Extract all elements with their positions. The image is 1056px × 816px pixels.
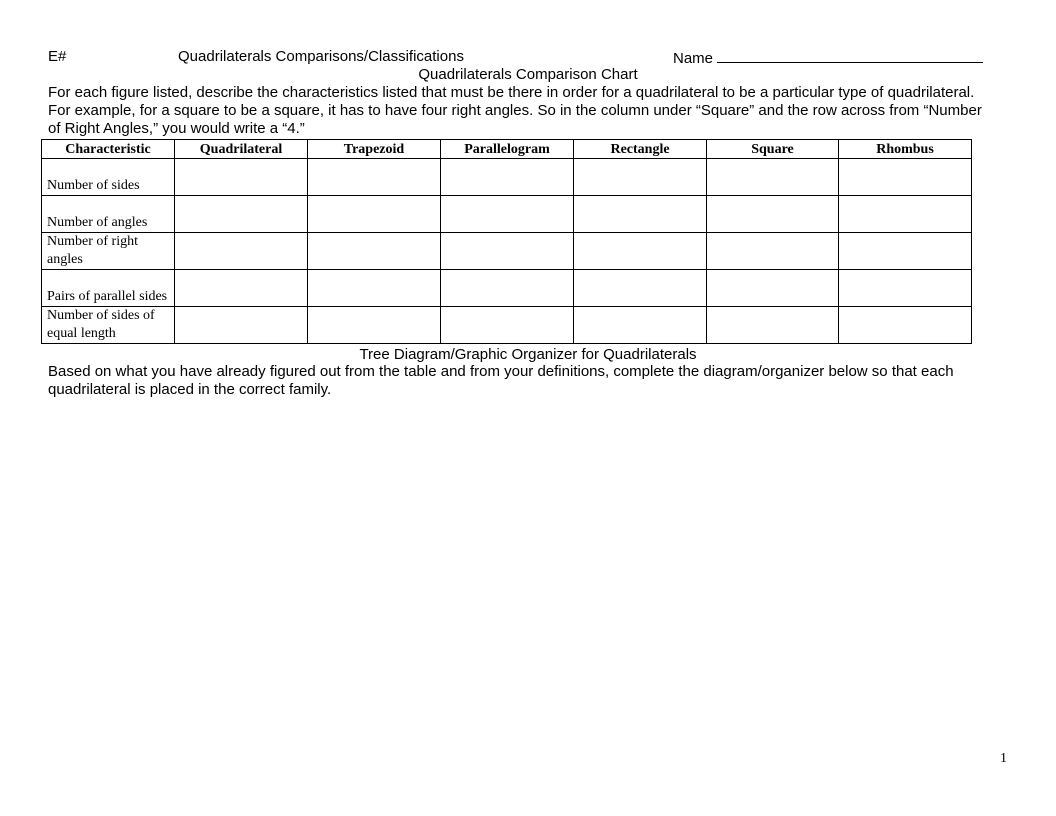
table-cell[interactable] [441,307,574,344]
e-number-label: E# [48,48,67,65]
column-header-parallelogram: Parallelogram [441,140,574,159]
table-cell[interactable] [175,307,308,344]
table-cell[interactable] [839,159,972,196]
table-row [42,307,972,344]
table-cell[interactable] [707,233,839,270]
table-cell[interactable] [574,196,707,233]
table-row [42,196,972,233]
document-title: Quadrilaterals Comparisons/Classifications [178,48,464,65]
table-cell[interactable] [308,159,441,196]
name-label: Name [673,50,714,67]
table-cell[interactable] [441,159,574,196]
page-number: 1 [1000,751,1007,766]
tree-diagram-instructions: Based on what you have already figured out from the table and from your definitions, complete the diagram/organizer below so that each quadrilateral is placed in the correct family. [48,363,954,398]
table-row [42,233,972,270]
column-header-quadrilateral: Quadrilateral [175,140,308,159]
table-cell[interactable] [574,233,707,270]
name-blank-line[interactable] [717,48,983,63]
column-header-trapezoid: Trapezoid [308,140,441,159]
table-cell[interactable] [839,233,972,270]
comparison-table [41,139,972,344]
table-cell[interactable] [308,270,441,307]
row-label-number-of-sides-of-equal-length: Number of sides of equal length [42,307,175,344]
table-cell[interactable] [441,270,574,307]
row-label-number-of-sides: Number of sides [42,159,175,196]
comparison-chart-title: Quadrilaterals Comparison Chart [418,66,638,83]
table-cell[interactable] [441,233,574,270]
comparison-chart-instructions: For each figure listed, describe the characteristics listed that must be there in order for a quadrilateral to be a particular type of quadrilateral. For example, for a square to be a square, it has to have four right angles. So in the column under “Square” and the row across from “Number of Right Angles,” you would write a “4.” [48,84,982,137]
table-cell[interactable] [839,270,972,307]
name-field [673,48,983,68]
table-cell[interactable] [175,159,308,196]
row-label-number-of-angles: Number of angles [42,196,175,233]
table-cell[interactable] [175,233,308,270]
table-cell[interactable] [175,270,308,307]
table-cell[interactable] [175,196,308,233]
table-cell[interactable] [574,307,707,344]
row-label-number-of-right-angles: Number of right angles [42,233,175,270]
row-label-pairs-of-parallel-sides: Pairs of parallel sides [42,270,175,307]
table-cell[interactable] [574,270,707,307]
table-cell[interactable] [308,233,441,270]
table-cell[interactable] [839,196,972,233]
column-header-characteristic: Characteristic [42,140,175,159]
table-cell[interactable] [839,307,972,344]
table-cell[interactable] [308,196,441,233]
column-header-rhombus: Rhombus [839,140,972,159]
table-cell[interactable] [707,159,839,196]
tree-diagram-title: Tree Diagram/Graphic Organizer for Quadrilaterals [359,346,697,363]
column-header-square: Square [707,140,839,159]
column-header-rectangle: Rectangle [574,140,707,159]
table-cell[interactable] [441,196,574,233]
table-header-row [42,140,972,159]
table-cell[interactable] [707,270,839,307]
table-cell[interactable] [574,159,707,196]
table-cell[interactable] [707,196,839,233]
table-row [42,159,972,196]
table-cell[interactable] [707,307,839,344]
table-cell[interactable] [308,307,441,344]
table-row [42,270,972,307]
